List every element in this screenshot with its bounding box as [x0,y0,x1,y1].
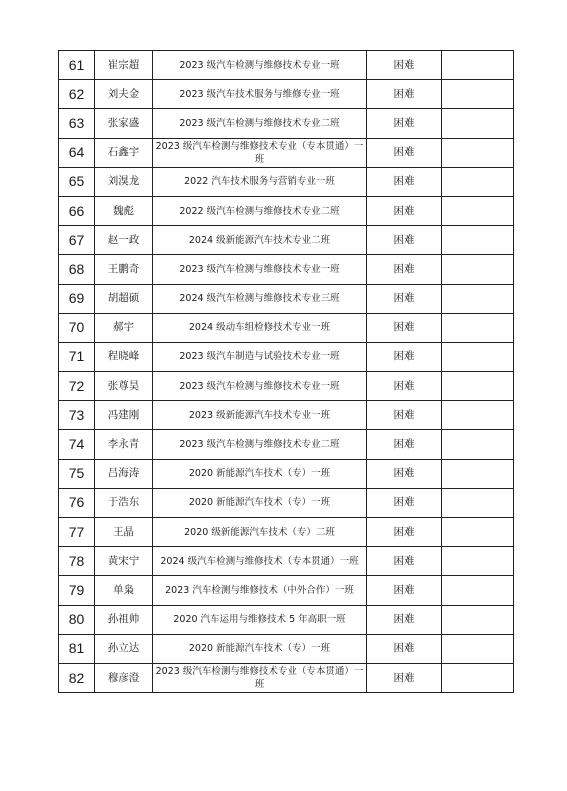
note-cell [442,430,514,459]
student-roster-table [58,50,514,693]
student-name: 于浩东 [95,488,153,517]
table-row [59,196,514,225]
student-name: 刘夫金 [95,80,153,109]
student-name: 李永青 [95,430,153,459]
note-cell [442,255,514,284]
row-number: 70 [59,313,95,342]
class-name: 2022 汽车技术服务与营销专业一班 [153,167,367,196]
row-number: 62 [59,80,95,109]
student-name: 魏彪 [95,196,153,225]
class-name: 2020 汽车运用与维修技术 5 年高职一班 [153,605,367,634]
table-row [59,663,514,692]
student-name: 穆彦澄 [95,663,153,692]
status-cell: 困难 [367,634,442,663]
status-cell: 困难 [367,576,442,605]
table-row [59,547,514,576]
student-name: 单枭 [95,576,153,605]
class-name: 2024 级动车组检修技术专业一班 [153,313,367,342]
row-number: 63 [59,109,95,138]
table-row [59,605,514,634]
class-name: 2023 级新能源汽车技术专业一班 [153,401,367,430]
student-name: 胡超硕 [95,284,153,313]
status-cell: 困难 [367,459,442,488]
table-row [59,109,514,138]
student-name: 刘湨龙 [95,167,153,196]
class-name: 2020 新能源汽车技术（专）一班 [153,634,367,663]
row-number: 80 [59,605,95,634]
student-name: 吕海涛 [95,459,153,488]
table-row [59,430,514,459]
student-name: 张尊昊 [95,372,153,401]
table-row [59,226,514,255]
student-name: 赵一政 [95,226,153,255]
status-cell: 困难 [367,167,442,196]
table-row [59,51,514,80]
row-number: 71 [59,342,95,371]
student-name: 崔宗超 [95,51,153,80]
note-cell [442,634,514,663]
note-cell [442,51,514,80]
note-cell [442,663,514,692]
row-number: 66 [59,196,95,225]
status-cell: 困难 [367,342,442,371]
row-number: 79 [59,576,95,605]
note-cell [442,372,514,401]
class-name: 2023 级汽车检测与维修技术专业（专本贯通）一班 [153,663,367,692]
student-name: 张家盛 [95,109,153,138]
note-cell [442,284,514,313]
row-number: 61 [59,51,95,80]
class-name: 2023 级汽车检测与维修技术专业一班 [153,372,367,401]
table-row [59,342,514,371]
note-cell [442,80,514,109]
table-row [59,372,514,401]
class-name: 2023 级汽车制造与试验技术专业一班 [153,342,367,371]
row-number: 76 [59,488,95,517]
class-name: 2024 级新能源汽车技术专业二班 [153,226,367,255]
row-number: 72 [59,372,95,401]
note-cell [442,342,514,371]
class-name: 2020 新能源汽车技术（专）一班 [153,459,367,488]
note-cell [442,518,514,547]
status-cell: 困难 [367,547,442,576]
class-name: 2020 新能源汽车技术（专）一班 [153,488,367,517]
status-cell: 困难 [367,196,442,225]
note-cell [442,605,514,634]
table-row [59,634,514,663]
class-name: 2023 级汽车技术服务与维修专业一班 [153,80,367,109]
student-name: 郝宇 [95,313,153,342]
table-row [59,576,514,605]
note-cell [442,459,514,488]
student-name: 孙祖帅 [95,605,153,634]
student-name: 王鹏奇 [95,255,153,284]
student-name: 王晶 [95,518,153,547]
row-number: 67 [59,226,95,255]
note-cell [442,547,514,576]
status-cell: 困难 [367,284,442,313]
table-row [59,518,514,547]
row-number: 82 [59,663,95,692]
status-cell: 困难 [367,518,442,547]
status-cell: 困难 [367,605,442,634]
table-row [59,138,514,167]
class-name: 2023 级汽车检测与维修技术专业（专本贯通）一班 [153,138,367,167]
student-name: 程晓峰 [95,342,153,371]
row-number: 69 [59,284,95,313]
student-name: 石鑫宇 [95,138,153,167]
roster-body [59,51,514,693]
status-cell: 困难 [367,255,442,284]
row-number: 78 [59,547,95,576]
table-row [59,459,514,488]
note-cell [442,226,514,255]
table-row [59,401,514,430]
row-number: 64 [59,138,95,167]
class-name: 2023 汽车检测与维修技术（中外合作）一班 [153,576,367,605]
note-cell [442,488,514,517]
class-name: 2022 级汽车检测与维修技术专业二班 [153,196,367,225]
status-cell: 困难 [367,109,442,138]
note-cell [442,196,514,225]
status-cell: 困难 [367,663,442,692]
note-cell [442,401,514,430]
class-name: 2023 级汽车检测与维修技术专业二班 [153,109,367,138]
class-name: 2023 级汽车检测与维修技术专业一班 [153,255,367,284]
row-number: 74 [59,430,95,459]
status-cell: 困难 [367,430,442,459]
status-cell: 困难 [367,372,442,401]
status-cell: 困难 [367,138,442,167]
row-number: 73 [59,401,95,430]
class-name: 2023 级汽车检测与维修技术专业一班 [153,51,367,80]
row-number: 75 [59,459,95,488]
note-cell [442,576,514,605]
status-cell: 困难 [367,313,442,342]
class-name: 2023 级汽车检测与维修技术专业二班 [153,430,367,459]
row-number: 77 [59,518,95,547]
table-row [59,313,514,342]
status-cell: 困难 [367,51,442,80]
class-name: 2020 级新能源汽车技术（专）二班 [153,518,367,547]
student-name: 孙立达 [95,634,153,663]
note-cell [442,138,514,167]
row-number: 81 [59,634,95,663]
note-cell [442,167,514,196]
row-number: 65 [59,167,95,196]
table-row [59,488,514,517]
table-row [59,284,514,313]
note-cell [442,313,514,342]
table-row [59,80,514,109]
class-name: 2024 级汽车检测与维修技术（专本贯通）一班 [153,547,367,576]
student-name: 冯建刚 [95,401,153,430]
student-name: 黄宋宁 [95,547,153,576]
note-cell [442,109,514,138]
status-cell: 困难 [367,488,442,517]
status-cell: 困难 [367,80,442,109]
row-number: 68 [59,255,95,284]
status-cell: 困难 [367,401,442,430]
table-row [59,167,514,196]
status-cell: 困难 [367,226,442,255]
class-name: 2024 级汽车检测与维修技术专业三班 [153,284,367,313]
table-row [59,255,514,284]
